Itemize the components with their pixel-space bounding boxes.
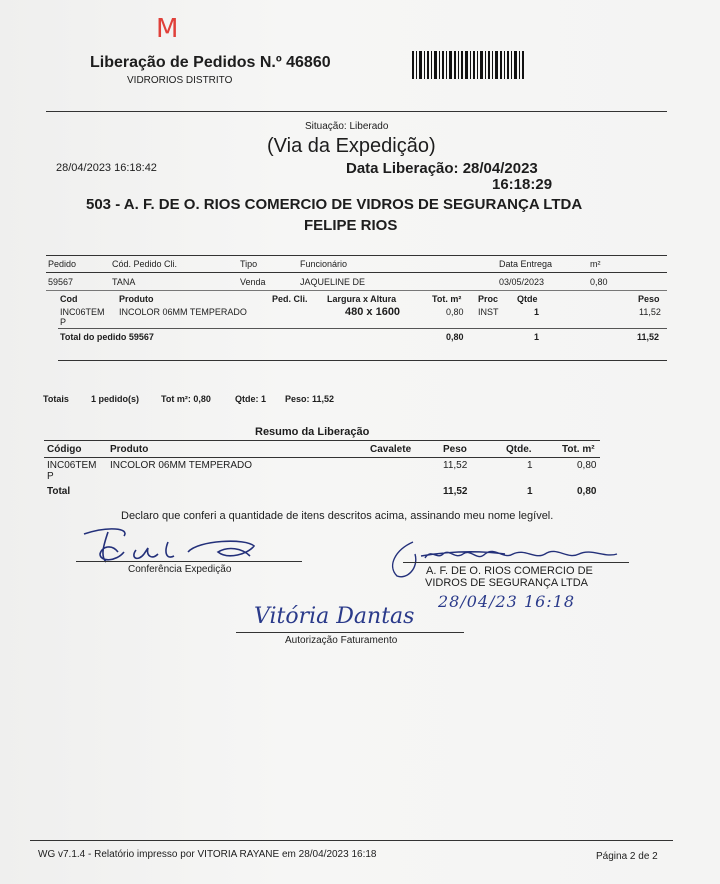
col-header-pedido: Pedido [48,259,77,269]
declaration-text: Declaro que conferi a quantidade de itens descritos acima, assinando meu nome legível. [121,510,554,522]
signature-line [403,562,629,563]
col-header-tipo: Tipo [240,259,258,269]
summary-total-qtde: 1 [527,486,533,497]
summary-produto: INCOLOR 06MM TEMPERADO [110,460,253,471]
expedicao-label: Conferência Expedição [128,564,232,575]
release-date: Data Liberação: 28/04/2023 [346,160,538,177]
document-title: Liberação de Pedidos N.º 46860 [90,54,331,71]
item-cod-cont: P [60,317,67,327]
summary-peso: 11,52 [443,460,468,471]
company-signature-label-1: A. F. DE O. RIOS COMERCIO DE [426,565,593,577]
item-cod: INC06TEM [60,307,105,317]
company-signature-label-2: VIDROS DE SEGURANÇA LTDA [425,577,588,589]
summary-title: Resumo da Liberação [255,426,370,438]
item-header-qtde: Qtde [517,294,538,304]
company-name: VIDRORIOS DISTRITO [127,75,233,86]
totals-label: Totais [43,394,69,404]
item-header-ped-cli: Ped. Cli. [272,294,308,304]
totals-peso: Peso: 11,52 [285,394,335,404]
item-header-peso: Peso [638,294,660,304]
summary-header-peso: Peso [443,444,467,455]
summary-header-qtde: Qtde. [506,444,532,455]
divider [46,255,667,256]
signature-line [236,632,464,633]
handwritten-date: 28/04/23 16:18 [438,592,576,611]
summary-total-tot-m2: 0,80 [577,486,597,497]
summary-qtde: 1 [527,460,533,471]
item-qtde: 1 [534,307,540,317]
summary-header-codigo: Código [47,444,82,455]
summary-codigo-cont: P [47,471,54,482]
item-header-largura-altura: Largura x Altura [327,294,397,304]
item-proc: INST [478,307,499,317]
divider [46,272,667,273]
summary-header-tot-m2: Tot. m² [562,444,595,455]
divider [46,290,667,291]
page-number: Página 2 de 2 [596,851,658,862]
divider [30,840,673,841]
status-text: Situação: Liberado [305,121,389,132]
divider [44,440,600,441]
item-header-cod: Cod [60,294,78,304]
item-produto: INCOLOR 06MM TEMPERADO [119,307,247,317]
totals-pedidos: 1 pedido(s) [91,394,140,404]
totals-qtde: Qtde: 1 [235,394,267,404]
order-pedido: 59567 [48,277,74,287]
col-header-m2: m² [590,259,601,269]
item-header-proc: Proc [478,294,499,304]
order-total-m2: 0,80 [446,332,464,342]
item-header-produto: Produto [119,294,154,304]
summary-tot-m2: 0,80 [577,460,597,471]
item-peso: 11,52 [639,307,661,317]
item-header-tot-m2: Tot. m² [432,294,462,304]
barcode-icon [412,51,524,79]
order-funcionario: JAQUELINE DE [300,277,366,287]
summary-header-produto: Produto [110,444,149,455]
summary-total-peso: 11,52 [443,486,468,497]
copy-label: (Via da Expedição) [267,135,436,157]
divider [44,457,600,458]
item-dimensions: 480 x 1600 [345,306,401,318]
order-cod-cli: TANA [112,277,136,287]
customer-name: 503 - A. F. DE O. RIOS COMERCIO DE VIDROS DE SEGURANÇA LTDA [86,196,583,213]
totals-m2: Tot m²: 0,80 [161,394,211,404]
printed-datetime: 28/04/2023 16:18:42 [56,162,157,174]
release-time: 16:18:29 [492,176,553,193]
item-tot-m2: 0,80 [446,307,464,317]
divider [46,111,667,112]
order-data-entrega: 03/05/2023 [499,277,545,287]
handwritten-mark: M [156,14,179,44]
footer-print-info: WG v7.1.4 - Relatório impresso por VITORIA RAYANE em 28/04/2023 16:18 [38,849,377,860]
summary-codigo: INC06TEM [47,460,97,471]
summary-header-cavalete: Cavalete [370,444,412,455]
signature-line [76,561,302,562]
divider [58,360,667,361]
col-header-data-entrega: Data Entrega [499,259,553,269]
order-total-qtde: 1 [534,332,540,342]
order-total-label: Total do pedido 59567 [60,332,154,342]
order-m2: 0,80 [590,277,608,287]
customer-contact: FELIPE RIOS [304,217,398,234]
faturamento-label: Autorização Faturamento [285,635,398,646]
faturamento-signature: Vitória Dantas [254,604,415,629]
order-total-peso: 11,52 [637,332,660,342]
order-tipo: Venda [240,277,266,287]
summary-total-label: Total [47,486,71,497]
col-header-cod-cli: Cód. Pedido Cli. [112,259,178,269]
divider [58,328,667,329]
col-header-funcionario: Funcionário [300,259,348,269]
